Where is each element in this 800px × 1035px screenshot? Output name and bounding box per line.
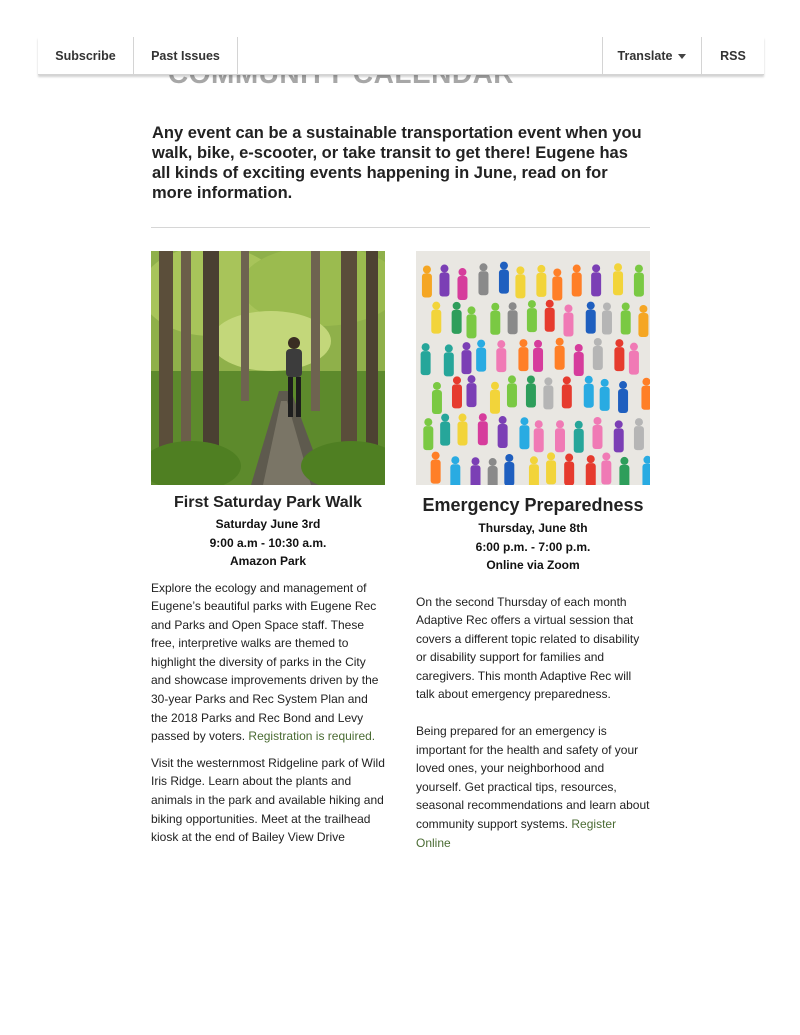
person-silhouette [508,302,518,334]
person-silhouette [527,300,537,332]
intro-text: Any event can be a sustainable transportation event when you walk, bike, e-scooter, or take transit to get there! Eugene has all kinds of exciting events happening in June, read on for more information. [152,124,642,202]
person-silhouette [421,343,431,375]
person-silhouette [618,381,628,413]
person-silhouette [490,303,500,335]
event-card-park-walk [151,251,385,847]
person-silhouette [504,454,514,485]
person-silhouette [572,265,582,297]
past-issues-link[interactable]: Past Issues [134,37,238,74]
event-description-text: Explore the ecology and management of Eugene’s beautiful parks with Eugene Rec and Parks and Open Space staff. These free, interpretive walks are themed to highlight the diversity of parks in the City and showcase improvements driven by the 30-year Parks and Rec System Plan and the 2018 Parks and Rec Bond and Levy passed by voters. [151,580,379,744]
person-silhouette [471,457,481,485]
park-walk-photo [151,251,385,485]
person-silhouette [641,378,650,410]
person-silhouette [526,376,536,408]
event-details [416,722,650,852]
person-silhouette [452,302,462,334]
person-silhouette [452,376,462,408]
person-silhouette [534,420,544,452]
person-silhouette [555,420,565,452]
person-silhouette [586,302,596,334]
person-silhouette [592,417,602,449]
person-silhouette [466,375,476,407]
person-silhouette [562,376,572,408]
event-location: Amazon Park [229,554,307,568]
people-silhouettes-illustration [416,251,650,485]
person-silhouette [584,376,594,408]
event-details: Visit the westernmost Ridgeline park of Wild Iris Ridge. Learn about the plants and animals in the park and available hiking and biking opportunities. Meet at the trailhead kiosk at the end of Bailey View Drive [151,755,385,845]
nav-spacer [238,37,602,74]
person-silhouette [619,457,629,485]
person-silhouette [629,343,639,375]
event-meta [151,515,385,571]
person-silhouette [450,456,460,485]
person-silhouette [488,458,498,485]
person-silhouette [515,266,525,298]
person-silhouette [613,263,623,295]
person-silhouette [545,300,555,332]
rss-link[interactable]: RSS [720,48,746,63]
event-location: Online via Zoom [486,558,580,572]
person-silhouette [563,304,573,336]
event-date: Thursday, June 8th [478,521,588,535]
person-silhouette [555,338,565,370]
person-silhouette [439,265,449,297]
registration-link[interactable]: Registration is required. [248,729,376,744]
person-silhouette [543,377,553,409]
person-silhouette [634,418,644,450]
person-silhouette [457,268,467,300]
person-silhouette [564,454,574,485]
person-silhouette [457,414,467,446]
person-silhouette [621,303,631,335]
person-silhouette [642,456,650,485]
person-silhouette [546,452,556,484]
person-silhouette [634,265,644,297]
person-silhouette [499,262,509,294]
person-silhouette [478,413,488,445]
person-silhouette [602,303,612,335]
person-silhouette [614,420,624,452]
person-silhouette [507,375,517,407]
person-silhouette [466,306,476,338]
person-silhouette [552,269,562,301]
person-silhouette [423,418,433,450]
person-silhouette [490,382,500,414]
event-card-emergency-preparedness [416,251,650,852]
person-silhouette [444,344,454,376]
person-silhouette [574,421,584,453]
person-silhouette [422,265,432,297]
translate-label: Translate [617,48,673,63]
person-silhouette [601,452,611,484]
person-silhouette [533,340,543,372]
person-silhouette [496,340,506,372]
person-silhouette [529,456,539,485]
subscribe-link[interactable]: Subscribe [38,37,134,74]
event-date: Saturday June 3rd [215,517,321,531]
event-time: 6:00 p.m. - 7:00 p.m. [475,539,591,554]
person-silhouette [432,382,442,414]
person-silhouette [498,416,508,448]
person-silhouette [440,414,450,446]
person-silhouette [574,344,584,376]
event-meta [416,519,650,575]
event-time: 9:00 a.m - 10:30 a.m. [209,535,327,550]
translate-dropdown[interactable] [602,37,702,74]
person-silhouette [593,338,603,370]
person-silhouette [518,339,528,371]
event-description: On the second Thursday of each month Adaptive Rec offers a virtual session that covers a different topic related to disability or disability support for families and caregivers. This month Adaptive Rec will talk about emergency preparedness. [416,594,640,702]
section-divider [151,227,650,228]
event-description [151,579,385,746]
person-silhouette [586,455,596,485]
person-silhouette [638,305,648,337]
person-silhouette [431,302,441,334]
caret-down-icon [678,54,686,59]
register-online-link[interactable]: Register Online [416,817,617,850]
person-silhouette [476,340,486,372]
person-silhouette [614,339,624,371]
person-silhouette [478,263,488,295]
top-nav-bar [38,37,764,75]
event-title: First Saturday Park Walk [174,494,362,511]
event-details-text: Being prepared for an emergency is important for the health and safety of your loved ones, your neighborhood and yourself. Get practical tips, resources, seasonal recommendations and learn about community support systems. [416,724,650,832]
person-silhouette [431,452,441,484]
person-silhouette [600,379,610,411]
person-silhouette [461,342,471,374]
person-silhouette [536,265,546,297]
event-title: Emergency Preparedness [422,495,644,515]
person-silhouette [591,264,601,296]
person-silhouette [519,417,529,449]
